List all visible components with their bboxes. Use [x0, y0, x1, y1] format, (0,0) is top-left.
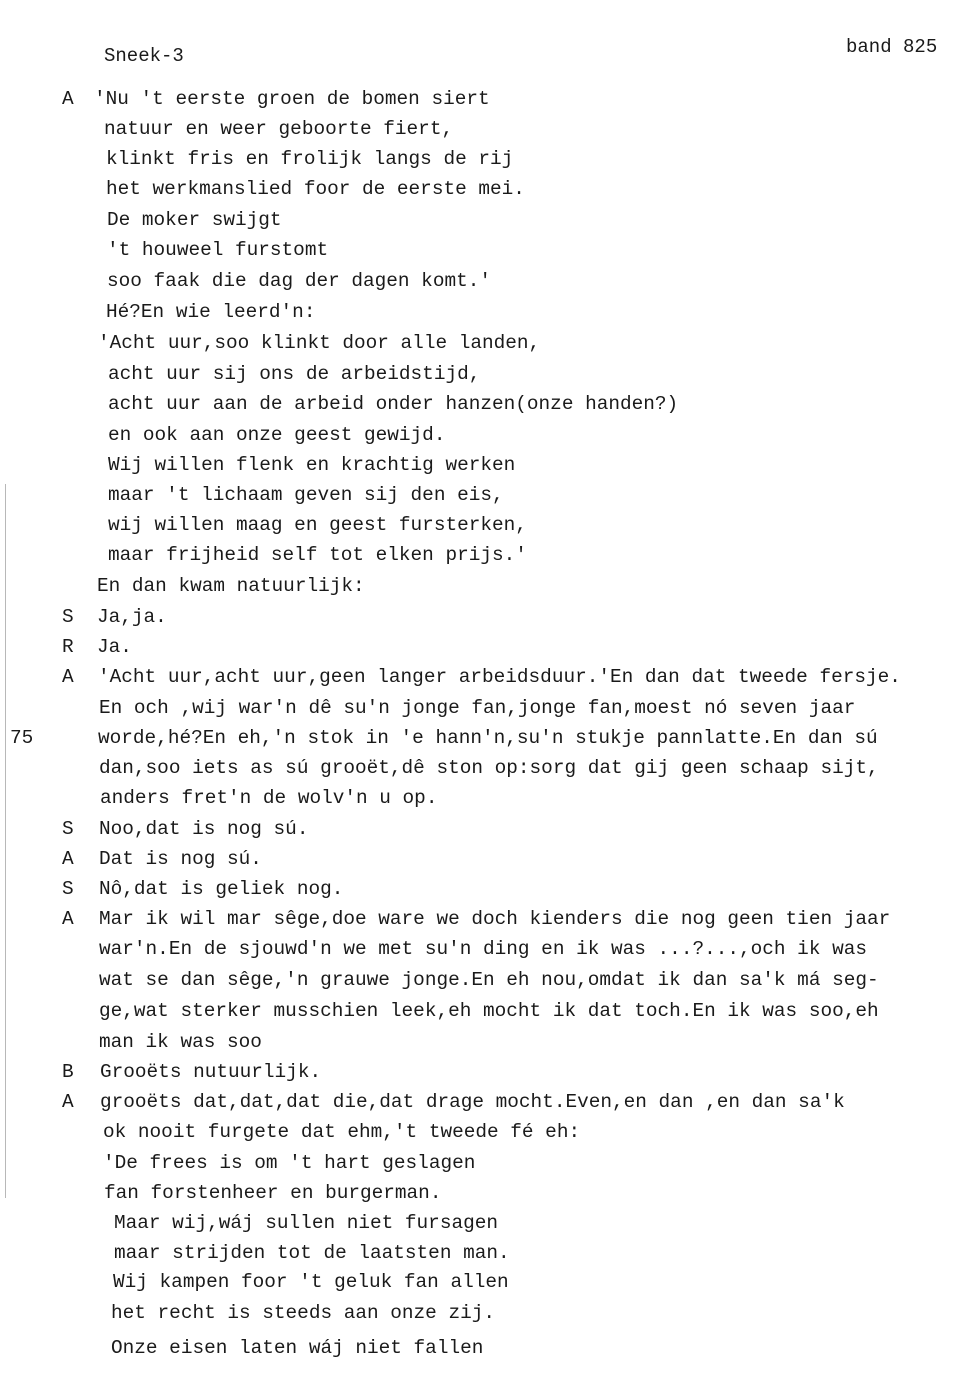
transcript-line [0, 996, 979, 1026]
transcript-line [0, 205, 979, 235]
transcript-line [0, 540, 979, 570]
speaker-label: A [62, 666, 74, 688]
transcript-line [0, 814, 979, 844]
line-text: wij willen maag en geest fursterken, [108, 514, 527, 536]
transcript-line [0, 389, 979, 419]
line-text: klinkt fris en frolijk langs de rij [106, 148, 514, 170]
line-text: Onze eisen laten wáj niet fallen [111, 1337, 484, 1359]
speaker-label: A [62, 1091, 74, 1113]
transcript-line [0, 1208, 979, 1238]
transcript-line [0, 1057, 979, 1087]
transcript-line [0, 1267, 979, 1297]
line-text: maar 't lichaam geven sij den eis, [108, 484, 504, 506]
transcript-line [0, 602, 979, 632]
line-text: het recht is steeds aan onze zij. [111, 1302, 495, 1324]
transcript-line [0, 874, 979, 904]
transcript-line [0, 783, 979, 813]
transcript-line [0, 844, 979, 874]
transcript-line [0, 1148, 979, 1178]
transcript-line [0, 1238, 979, 1268]
transcript-line [0, 904, 979, 934]
line-text: Nô,dat is geliek nog. [99, 878, 344, 900]
document-header-right: band 825 [846, 36, 938, 58]
line-text: 'Acht uur,acht uur,geen langer arbeidsduur.'En dan dat tweede fersje. [98, 666, 901, 688]
line-text: anders fret'n de wolv'n u op. [100, 787, 438, 809]
transcript-line [0, 1298, 979, 1328]
transcript-line [0, 235, 979, 265]
speaker-label: A [62, 848, 74, 870]
line-text: Hé?En wie leerd'n: [106, 301, 316, 323]
transcript-line [0, 144, 979, 174]
line-text: het werkmanslied foor de eerste mei. [106, 178, 525, 200]
transcript-line [0, 965, 979, 995]
transcript-line [0, 510, 979, 540]
line-text: war'n.En de sjouwd'n we met su'n ding en ik was ...?...,och ik was [99, 938, 867, 960]
line-text: soo faak die dag der dagen komt.' [107, 270, 491, 292]
transcript-line [0, 114, 979, 144]
transcript-line [0, 632, 979, 662]
line-text: Noo,dat is nog sú. [99, 818, 309, 840]
line-text: Dat is nog sú. [99, 848, 262, 870]
line-text: dan,soo iets as sú grooët,dê ston op:sorg dat gij geen schaap sijt, [99, 757, 879, 779]
line-text: 'De frees is om 't hart geslagen [103, 1152, 476, 1174]
line-text: maar frijheid self tot elken prijs.' [108, 544, 527, 566]
transcript-line [0, 84, 979, 114]
line-text: wat se dan sêge,'n grauwe jonge.En eh nou,omdat ik dan sa'k má seg- [99, 969, 879, 991]
transcript-line [0, 1117, 979, 1147]
speaker-label: S [62, 878, 74, 900]
transcript-line [0, 359, 979, 389]
line-text: grooëts dat,dat,dat die,dat drage mocht.Even,en dan ,en dan sa'k [100, 1091, 845, 1113]
line-text: 'Nu 't eerste groen de bomen siert [94, 88, 490, 110]
line-text: 't houweel furstomt [107, 239, 329, 261]
line-text: Maar wij,wáj sullen niet fursagen [114, 1212, 498, 1234]
transcript-line [0, 753, 979, 783]
transcript-line [0, 662, 979, 692]
line-text: En dan kwam natuurlijk: [97, 575, 365, 597]
line-text: acht uur sij ons de arbeidstijd, [108, 363, 481, 385]
transcript-line [0, 266, 979, 296]
transcript-line [0, 328, 979, 358]
transcript-line [0, 1178, 979, 1208]
line-number: 75 [10, 727, 34, 749]
document-header-left: Sneek-3 [104, 45, 184, 67]
line-text: Wij willen flenk en krachtig werken [108, 454, 516, 476]
line-text: De moker swijgt [107, 209, 282, 231]
transcript-line [0, 934, 979, 964]
speaker-label: B [62, 1061, 74, 1083]
line-text: Wij kampen foor 't geluk fan allen [113, 1271, 509, 1293]
line-text: natuur en weer geboorte fiert, [104, 118, 454, 140]
line-text: Mar ik wil mar sêge,doe ware we doch kienders die nog geen tien jaar [99, 908, 891, 930]
line-text: acht uur aan de arbeid onder hanzen(onze handen?) [108, 393, 679, 415]
transcript-line [0, 480, 979, 510]
transcript-line [0, 450, 979, 480]
transcript-line [0, 297, 979, 327]
transcript-line [0, 571, 979, 601]
line-text: maar strijden tot de laatsten man. [114, 1242, 510, 1264]
speaker-label: S [62, 606, 74, 628]
line-text: 'Acht uur,soo klinkt door alle landen, [98, 332, 541, 354]
transcript-line [0, 420, 979, 450]
transcript-line [0, 1087, 979, 1117]
line-text: Ja. [97, 636, 132, 658]
transcript-line [0, 693, 979, 723]
line-text: Ja,ja. [97, 606, 167, 628]
line-text: Grooëts nutuurlijk. [100, 1061, 322, 1083]
transcript-line [0, 723, 979, 753]
transcript-line [0, 1027, 979, 1057]
speaker-label: S [62, 818, 74, 840]
line-text: fan forstenheer en burgerman. [104, 1182, 442, 1204]
transcript-line [0, 174, 979, 204]
line-text: en ook aan onze geest gewijd. [108, 424, 446, 446]
speaker-label: R [62, 636, 74, 658]
transcript-line [0, 1333, 979, 1363]
speaker-label: A [62, 88, 74, 110]
line-text: ok nooit furgete dat ehm,'t tweede fé eh: [103, 1121, 581, 1143]
line-text: man ik was soo [99, 1031, 262, 1053]
line-text: worde,hé?En eh,'n stok in 'e hann'n,su'n stukje pannlatte.En dan sú [98, 727, 878, 749]
line-text: ge,wat sterker musschien leek,eh mocht ik dat toch.En ik was soo,eh [99, 1000, 879, 1022]
speaker-label: A [62, 908, 74, 930]
line-text: En och ,wij war'n dê su'n jonge fan,jonge fan,moest nó seven jaar [99, 697, 856, 719]
